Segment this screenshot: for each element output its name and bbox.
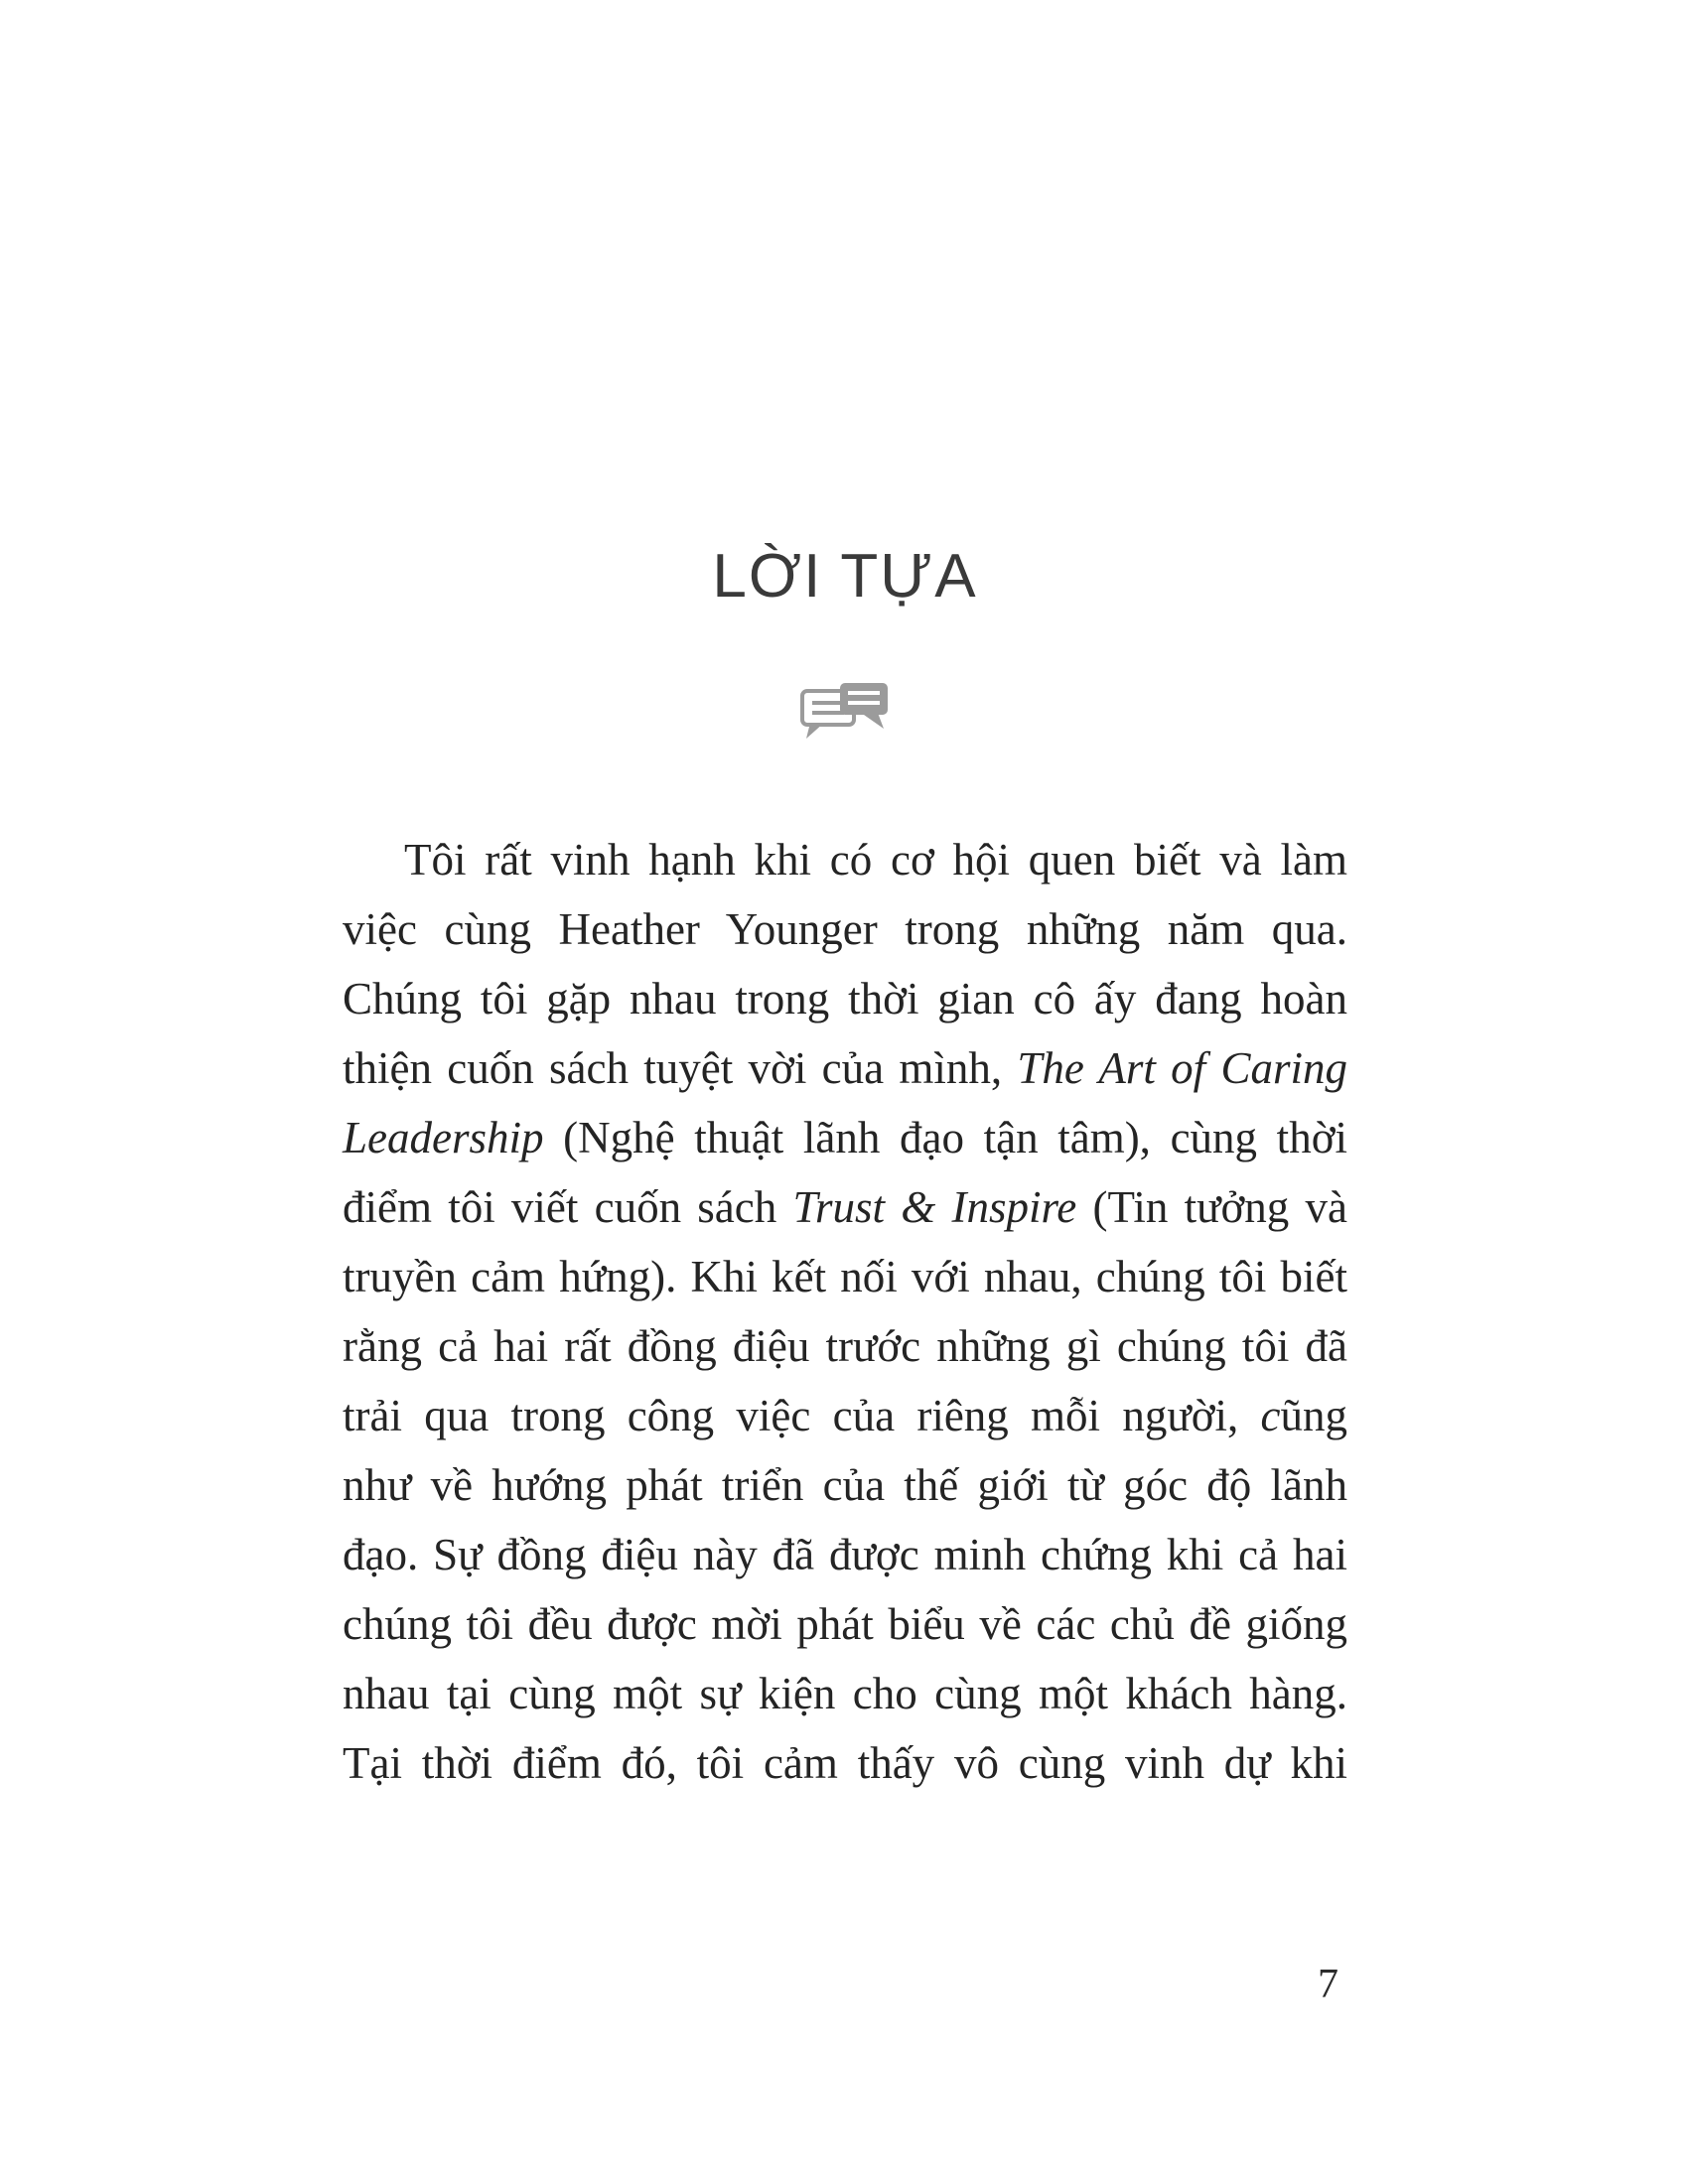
body-paragraph: Tôi rất vinh hạnh khi có cơ hội quen biết và làm việc cùng Heather Younger trong những năm qua. Chúng tôi gặp nhau trong thời gian cô ấy đang hoàn thiện cuốn sách tuyệt vời của mình, The Art of Caring Leadership (Nghệ thuật lãnh đạo tận tâm), cùng thời điểm tôi viết cuốn sách Trust & Inspire (Tin tưởng và truyền cảm hứng). Khi kết nối với nhau, chúng tôi biết rằng cả hai rất đồng điệu trước những gì chúng tôi đã trải qua trong công việc của riêng mỗi người, cũng như về hướng phát triển của thế giới từ góc độ lãnh đạo. Sự đồng điệu này đã được minh chứng khi cả hai chúng tôi đều được mời phát biểu về các chủ đề giống nhau tại cùng một sự kiện cho cùng một khách hàng. Tại thời điểm đó, tôi cảm thấy vô cùng vinh dự khi — [343, 835, 1347, 1788]
page-content — [343, 541, 1347, 1798]
chapter-title: LỜI TỰA — [712, 542, 978, 611]
page-number: 7 — [1318, 1962, 1338, 2007]
speech-bubbles-icon — [798, 730, 892, 747]
divider — [343, 679, 1347, 748]
